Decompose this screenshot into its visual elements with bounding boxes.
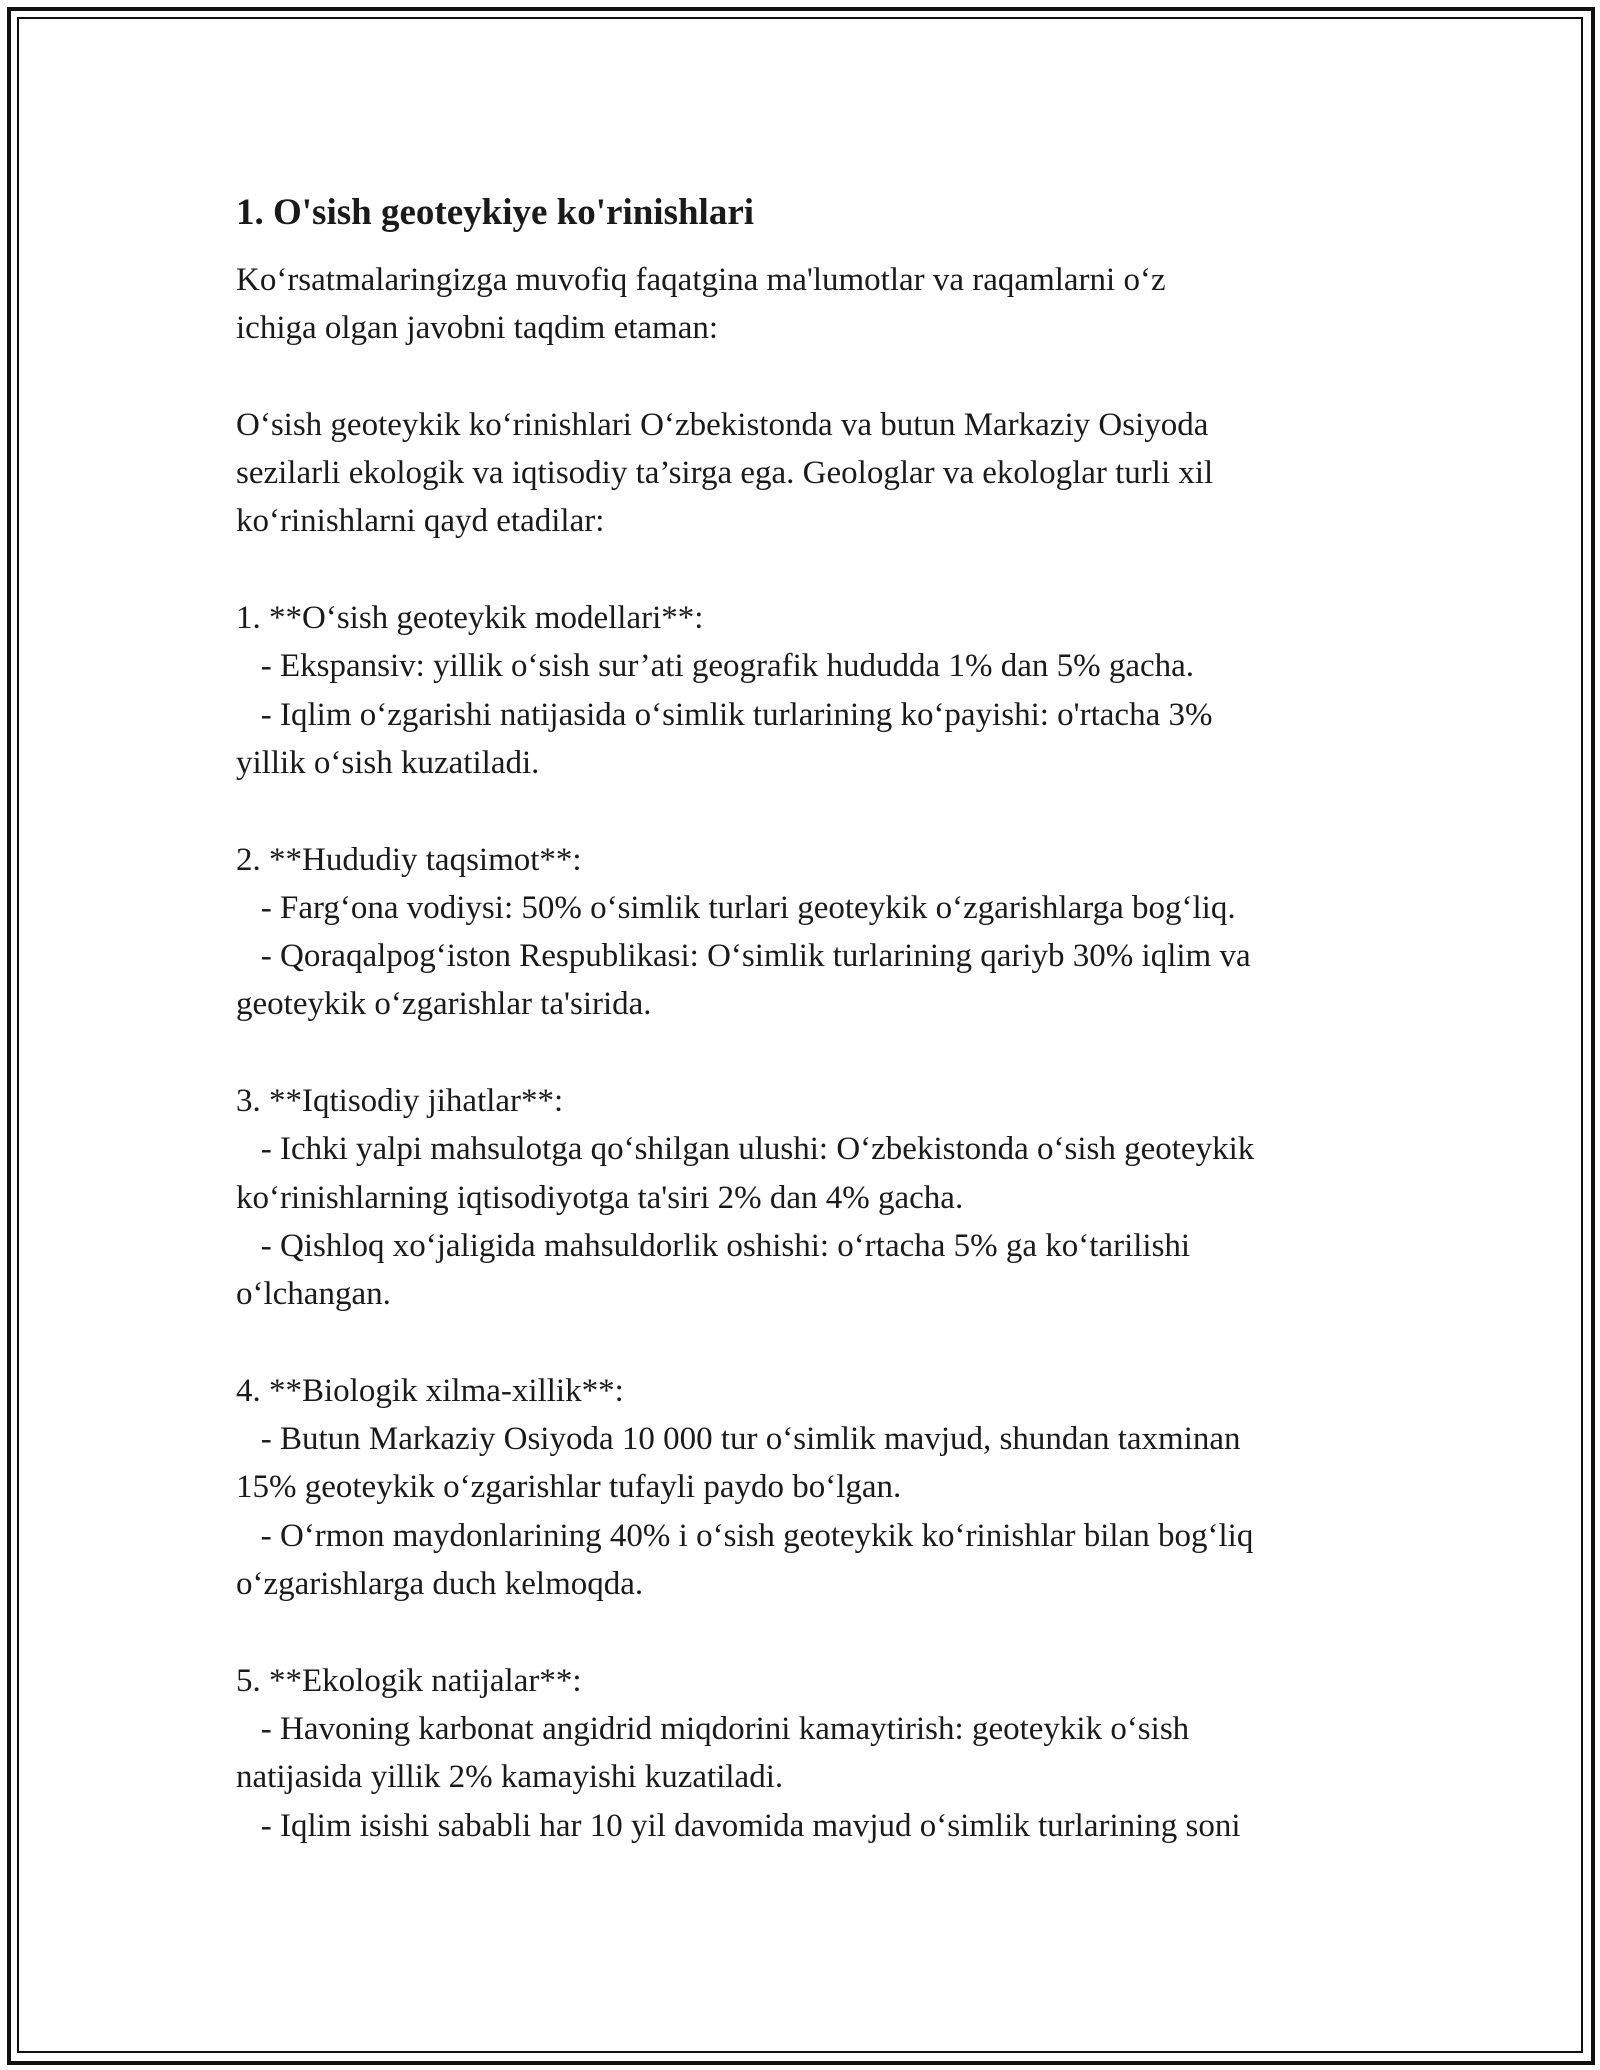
- text-line: - Qoraqalpog‘iston Respublikasi: O‘simlik turlarining qariyb 30% iqlim va: [236, 938, 1251, 975]
- text-line: 15% geoteykik o‘zgarishlar tufayli paydo bo‘lgan.: [236, 1469, 902, 1506]
- text-line: 3. **Iqtisodiy jihatlar**:: [236, 1083, 564, 1120]
- blank-line: [236, 353, 1376, 401]
- text-line: natijasida yillik 2% kamayishi kuzatiladi.: [236, 1759, 784, 1796]
- blank-line: [236, 546, 1376, 594]
- text-line: 2. **Hududiy taqsimot**:: [236, 841, 582, 878]
- text-line: ko‘rinishlarni qayd etadilar:: [236, 503, 605, 540]
- blank-line: [236, 1029, 1376, 1077]
- text-line: - Farg‘ona vodiysi: 50% o‘simlik turlari geoteykik o‘zgarishlarga bog‘liq.: [236, 889, 1236, 926]
- text-line: 1. **O‘sish geoteykik modellari**:: [236, 600, 704, 637]
- text-line: sezilarli ekologik va iqtisodiy ta’sirga ega. Geologlar va ekologlar turli xil: [236, 455, 1214, 492]
- text-line: - O‘rmon maydonlarining 40% i o‘sish geoteykik ko‘rinishlar bilan bog‘liq: [236, 1517, 1254, 1554]
- text-line: 4. **Biologik xilma-xillik**:: [236, 1372, 624, 1409]
- text-line: yillik o‘sish kuzatiladi.: [236, 744, 540, 781]
- text-line: Ko‘rsatmalaringizga muvofiq faqatgina ma'lumotlar va raqamlarni o‘z: [236, 262, 1166, 298]
- blank-line: [236, 1608, 1376, 1656]
- text-line: geoteykik o‘zgarishlar ta'sirida.: [236, 986, 652, 1023]
- text-line: - Iqlim isishi sababli har 10 yil davomida mavjud o‘simlik turlarining soni: [236, 1807, 1241, 1844]
- section-heading: 1. O'sish geoteykiye ko'rinishlari: [236, 192, 755, 233]
- text-line: - Butun Markaziy Osiyoda 10 000 tur o‘simlik mavjud, shundan taxminan: [236, 1421, 1241, 1458]
- document-body: [236, 188, 1376, 1850]
- text-line: ichiga olgan javobni taqdim etaman:: [236, 310, 719, 347]
- text-line: 5. **Ekologik natijalar**:: [236, 1662, 582, 1699]
- text-line: - Iqlim o‘zgarishi natijasida o‘simlik turlarining ko‘payishi: o'rtacha 3%: [236, 696, 1213, 733]
- text-line: o‘zgarishlarga duch kelmoqda.: [236, 1566, 644, 1603]
- text-line: - Havoning karbonat angidrid miqdorini kamaytirish: geoteykik o‘sish: [236, 1710, 1190, 1747]
- text-line: ko‘rinishlarning iqtisodiyotga ta'siri 2% dan 4% gacha.: [236, 1179, 964, 1216]
- blank-line: [236, 787, 1376, 835]
- text-line: - Ichki yalpi mahsulotga qo‘shilgan ulushi: O‘zbekistonda o‘sish geoteykik: [236, 1131, 1255, 1168]
- text-line: o‘lchangan.: [236, 1276, 391, 1313]
- text-line: - Qishloq xo‘jaligida mahsuldorlik oshishi: o‘rtacha 5% ga ko‘tarilishi: [236, 1227, 1191, 1264]
- document-text: [236, 256, 1376, 1850]
- blank-line: [236, 1319, 1376, 1367]
- text-line: O‘sish geoteykik ko‘rinishlari O‘zbekistonda va butun Markaziy Osiyoda: [236, 406, 1209, 443]
- text-line: - Ekspansiv: yillik o‘sish sur’ati geografik hududda 1% dan 5% gacha.: [236, 648, 1195, 685]
